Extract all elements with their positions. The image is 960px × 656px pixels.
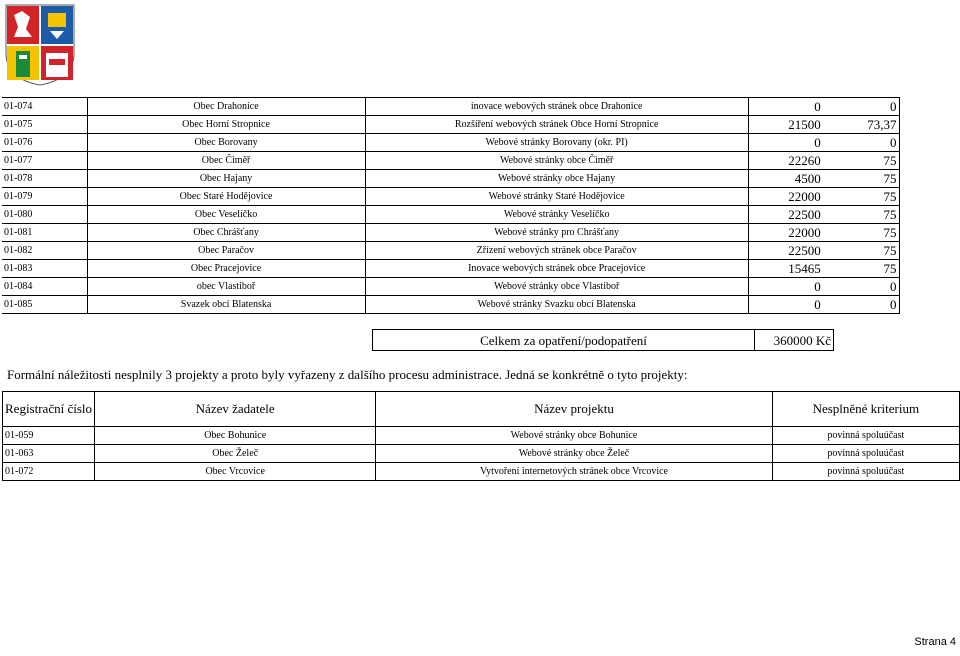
total-amount: 360000 Kč (754, 329, 834, 351)
amount: 0 (748, 296, 822, 314)
row-spacer (899, 188, 960, 206)
table-row (2, 278, 960, 296)
row-spacer (899, 152, 960, 170)
row-spacer (899, 260, 960, 278)
project-name: Zřízení webových stránek obce Paračov (365, 242, 748, 260)
percent: 75 (823, 188, 899, 206)
applicant-name: Obec Chrášťany (87, 224, 365, 242)
unmet-criterion: povinná spoluúčast (772, 463, 959, 481)
percent: 0 (823, 134, 899, 152)
table-row (2, 98, 960, 116)
table-row (2, 206, 960, 224)
applicant-name: Svazek obcí Blatenska (87, 296, 365, 314)
page-number: Strana 4 (914, 636, 956, 648)
table-row (2, 188, 960, 206)
projects-table (2, 97, 960, 314)
amount: 0 (748, 134, 822, 152)
applicant-name: Obec Horní Stropnice (87, 116, 365, 134)
row-spacer (899, 242, 960, 260)
applicant-name: obec Vlastiboř (87, 278, 365, 296)
applicant-name: Obec Pracejovice (87, 260, 365, 278)
project-name: Webové stránky obce Bohunice (376, 427, 772, 445)
amount: 0 (748, 278, 822, 296)
table-row (2, 242, 960, 260)
project-name: Webové stránky Veselíčko (365, 206, 748, 224)
percent: 73,37 (823, 116, 899, 134)
amount: 22000 (748, 224, 822, 242)
unmet-criterion: povinná spoluúčast (772, 445, 959, 463)
applicant-name: Obec Bohunice (95, 427, 376, 445)
applicant-name: Obec Hajany (87, 170, 365, 188)
percent: 75 (823, 170, 899, 188)
registration-number: 01-059 (3, 427, 95, 445)
table-row (2, 170, 960, 188)
header-project: Název projektu (376, 392, 772, 427)
project-name: Webové stránky Staré Hodějovice (365, 188, 748, 206)
amount: 4500 (748, 170, 822, 188)
registration-number: 01-076 (2, 134, 87, 152)
project-name: Webové stránky pro Chrášťany (365, 224, 748, 242)
project-name: Webové stránky obce Hajany (365, 170, 748, 188)
registration-number: 01-080 (2, 206, 87, 224)
row-spacer (899, 134, 960, 152)
amount: 0 (748, 98, 822, 116)
rejection-note: Formální náležitosti nesplnily 3 projekty a proto byly vyřazeny z dalšího procesu administrace. Jedná se konkrétně o tyto projekty: (7, 367, 688, 382)
registration-number: 01-079 (2, 188, 87, 206)
registration-number: 01-078 (2, 170, 87, 188)
applicant-name: Obec Želeč (95, 445, 376, 463)
table-row (3, 427, 960, 445)
applicant-name: Obec Borovany (87, 134, 365, 152)
applicant-name: Obec Čiměř (87, 152, 365, 170)
registration-number: 01-081 (2, 224, 87, 242)
row-spacer (899, 296, 960, 314)
applicant-name: Obec Vrcovice (95, 463, 376, 481)
registration-number: 01-083 (2, 260, 87, 278)
percent: 0 (823, 278, 899, 296)
registration-number: 01-072 (3, 463, 95, 481)
table-row (2, 260, 960, 278)
table-row (2, 224, 960, 242)
amount: 22000 (748, 188, 822, 206)
registration-number: 01-074 (2, 98, 87, 116)
percent: 75 (823, 224, 899, 242)
table-row (3, 445, 960, 463)
percent: 75 (823, 260, 899, 278)
applicant-name: Obec Drahonice (87, 98, 365, 116)
project-name: Rozšíření webových stránek Obce Horní Stropnice (365, 116, 748, 134)
project-name: Webové stránky obce Želeč (376, 445, 772, 463)
table-row (2, 152, 960, 170)
row-spacer (899, 116, 960, 134)
regional-coat-of-arms-logo (4, 3, 76, 87)
registration-number: 01-084 (2, 278, 87, 296)
project-name: Vytvoření internetových stránek obce Vrcovice (376, 463, 772, 481)
row-spacer (899, 224, 960, 242)
total-row (372, 329, 834, 351)
applicant-name: Obec Veselíčko (87, 206, 365, 224)
registration-number: 01-082 (2, 242, 87, 260)
registration-number: 01-085 (2, 296, 87, 314)
rejected-projects-table (2, 391, 960, 481)
project-name: Webové stránky obce Vlastiboř (365, 278, 748, 296)
percent: 0 (823, 98, 899, 116)
table-row (2, 116, 960, 134)
header-applicant: Název žadatele (95, 392, 376, 427)
applicant-name: Obec Staré Hodějovice (87, 188, 365, 206)
amount: 22500 (748, 242, 822, 260)
amount: 15465 (748, 260, 822, 278)
percent: 0 (823, 296, 899, 314)
table-row (2, 134, 960, 152)
registration-number: 01-063 (3, 445, 95, 463)
project-name: Inovace webových stránek obce Pracejovice (365, 260, 748, 278)
percent: 75 (823, 242, 899, 260)
unmet-criterion: povinná spoluúčast (772, 427, 959, 445)
applicant-name: Obec Paračov (87, 242, 365, 260)
row-spacer (899, 206, 960, 224)
row-spacer (899, 98, 960, 116)
registration-number: 01-077 (2, 152, 87, 170)
amount: 22500 (748, 206, 822, 224)
registration-number: 01-075 (2, 116, 87, 134)
project-name: inovace webových stránek obce Drahonice (365, 98, 748, 116)
percent: 75 (823, 152, 899, 170)
total-label: Celkem za opatření/podopatření (372, 329, 754, 351)
table-row (3, 463, 960, 481)
row-spacer (899, 278, 960, 296)
table-row (2, 296, 960, 314)
header-registration-number: Registrační číslo (3, 392, 95, 427)
project-name: Webové stránky Borovany (okr. PI) (365, 134, 748, 152)
project-name: Webové stránky Svazku obcí Blatenska (365, 296, 748, 314)
amount: 22260 (748, 152, 822, 170)
project-name: Webové stránky obce Čiměř (365, 152, 748, 170)
table-header (3, 392, 960, 427)
row-spacer (899, 170, 960, 188)
amount: 21500 (748, 116, 822, 134)
percent: 75 (823, 206, 899, 224)
header-criterion: Nesplněné kriterium (772, 392, 959, 427)
